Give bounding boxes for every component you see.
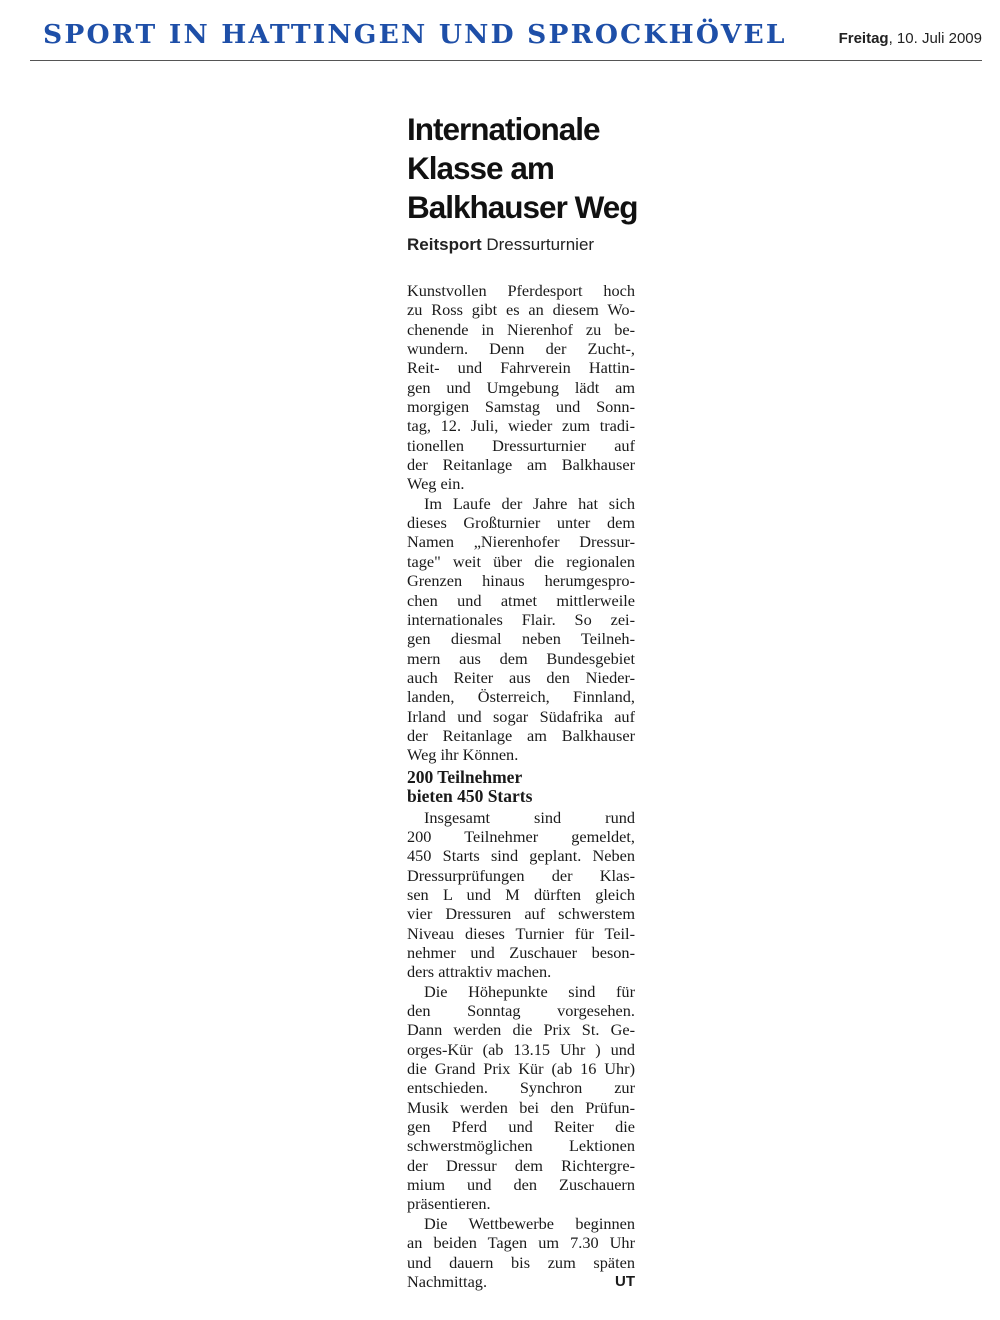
text-line: ders attraktiv machen. <box>407 962 552 982</box>
text-line: dieses Großturnier unter dem <box>407 513 635 533</box>
text-line: zu Ross gibt es an diesem Wo- <box>407 300 635 320</box>
subhead-line: 200 Teilnehmer <box>407 766 523 787</box>
text-line: Kunstvollen Pferdesport hoch <box>407 281 635 300</box>
text-line: Musik werden bei den Prüfun- <box>407 1097 635 1117</box>
text-line: gen diesmal neben Teilneh- <box>407 629 635 649</box>
header-rule <box>30 60 982 61</box>
article <box>407 110 638 1291</box>
text-line-content: Nachmittag. <box>407 1271 488 1291</box>
section-masthead: SPORT IN HATTINGEN UND SPROCKHÖVEL <box>43 19 787 50</box>
text-line: Dann werden die Prix St. Ge- <box>407 1020 635 1040</box>
issue-date-rest: , 10. Juli 2009 <box>888 30 982 47</box>
kicker-topic: Dressurturnier <box>486 235 595 254</box>
text-line: der Dressur dem Richtergre- <box>407 1155 635 1175</box>
text-line: den Sonntag vorgesehen. <box>407 1001 635 1021</box>
text-line: Dressurprüfungen der Klas- <box>407 865 635 885</box>
text-line <box>407 1272 635 1291</box>
text-line: präsentieren. <box>407 1194 491 1214</box>
text-line: mium und den Zuschauern <box>407 1175 635 1195</box>
text-line: 450 Starts sind geplant. Neben <box>407 846 635 866</box>
text-line: orges-Kür (ab 13.15 Uhr ) und <box>407 1039 635 1059</box>
headline-line: Klasse am <box>407 150 554 186</box>
text-line: nehmer und Zuschauer beson- <box>407 943 635 962</box>
text-line: landen, Österreich, Finnland, <box>407 687 635 707</box>
text-line: der Reitanlage am Balkhauser <box>407 725 635 745</box>
text-line: Insgesamt sind rund <box>424 807 635 827</box>
author-initials: UT <box>615 1272 635 1290</box>
headline-line: Internationale <box>407 111 600 147</box>
kicker-rubric: Reitsport <box>407 235 482 254</box>
subhead-line: bieten 450 Starts <box>407 785 533 806</box>
text-line: 200 Teilnehmer gemeldet, <box>407 826 635 846</box>
text-line: tionellen Dressurturnier auf <box>407 435 635 455</box>
text-line: gen Pferd und Reiter die <box>407 1117 635 1137</box>
article-body <box>407 281 635 765</box>
text-line: schwerstmöglichen Lektionen <box>407 1136 635 1156</box>
text-line: tage" weit über die regionalen <box>407 551 635 571</box>
text-line: Die Wettbewerbe beginnen <box>424 1213 635 1233</box>
text-line: und dauern bis zum späten <box>407 1252 635 1272</box>
text-line: entschieden. Synchron zur <box>407 1078 635 1098</box>
text-line: gen und Umgebung lädt am <box>407 377 635 397</box>
text-line: die Grand Prix Kür (ab 16 Uhr) <box>407 1059 635 1079</box>
text-line: Weg ihr Können. <box>407 745 519 765</box>
text-line: Namen „Nierenhofer Dressur- <box>407 532 635 552</box>
headline-line: Balkhauser Weg <box>407 189 638 225</box>
text-line: morgigen Samstag und Sonn- <box>407 397 635 417</box>
text-line: Grenzen hinaus herumgespro- <box>407 571 635 591</box>
kicker <box>407 234 635 256</box>
text-line: der Reitanlage am Balkhauser <box>407 455 635 475</box>
text-line: mern aus dem Bundesgebiet <box>407 648 635 668</box>
text-line: Weg ein. <box>407 474 465 494</box>
text-line: internationales Flair. So zei- <box>407 609 635 629</box>
text-line: Niveau dieses Turnier für Teil- <box>407 923 635 943</box>
article-body-continued <box>407 808 635 1292</box>
issue-date <box>839 30 982 47</box>
text-line: Irland und sogar Südafrika auf <box>407 706 635 726</box>
headline <box>407 110 638 227</box>
text-line: wundern. Denn der Zucht-, <box>407 339 635 359</box>
text-line: vier Dressuren auf schwerstem <box>407 904 635 924</box>
text-line: auch Reiter aus den Nieder- <box>407 667 635 687</box>
text-line: tag, 12. Juli, wieder zum tradi- <box>407 416 635 436</box>
text-line: an beiden Tagen um 7.30 Uhr <box>407 1233 635 1253</box>
text-line: Die Höhepunkte sind für <box>424 981 635 1001</box>
subhead <box>407 768 635 806</box>
text-line: Im Laufe der Jahre hat sich <box>424 493 635 513</box>
text-line: Reit- und Fahrverein Hattin- <box>407 358 635 378</box>
text-line: sen L und M dürften gleich <box>407 884 635 904</box>
text-line: chen und atmet mittlerweile <box>407 590 635 610</box>
issue-weekday: Freitag <box>838 30 889 47</box>
text-line: chenende in Nierenhof zu be- <box>407 319 635 339</box>
